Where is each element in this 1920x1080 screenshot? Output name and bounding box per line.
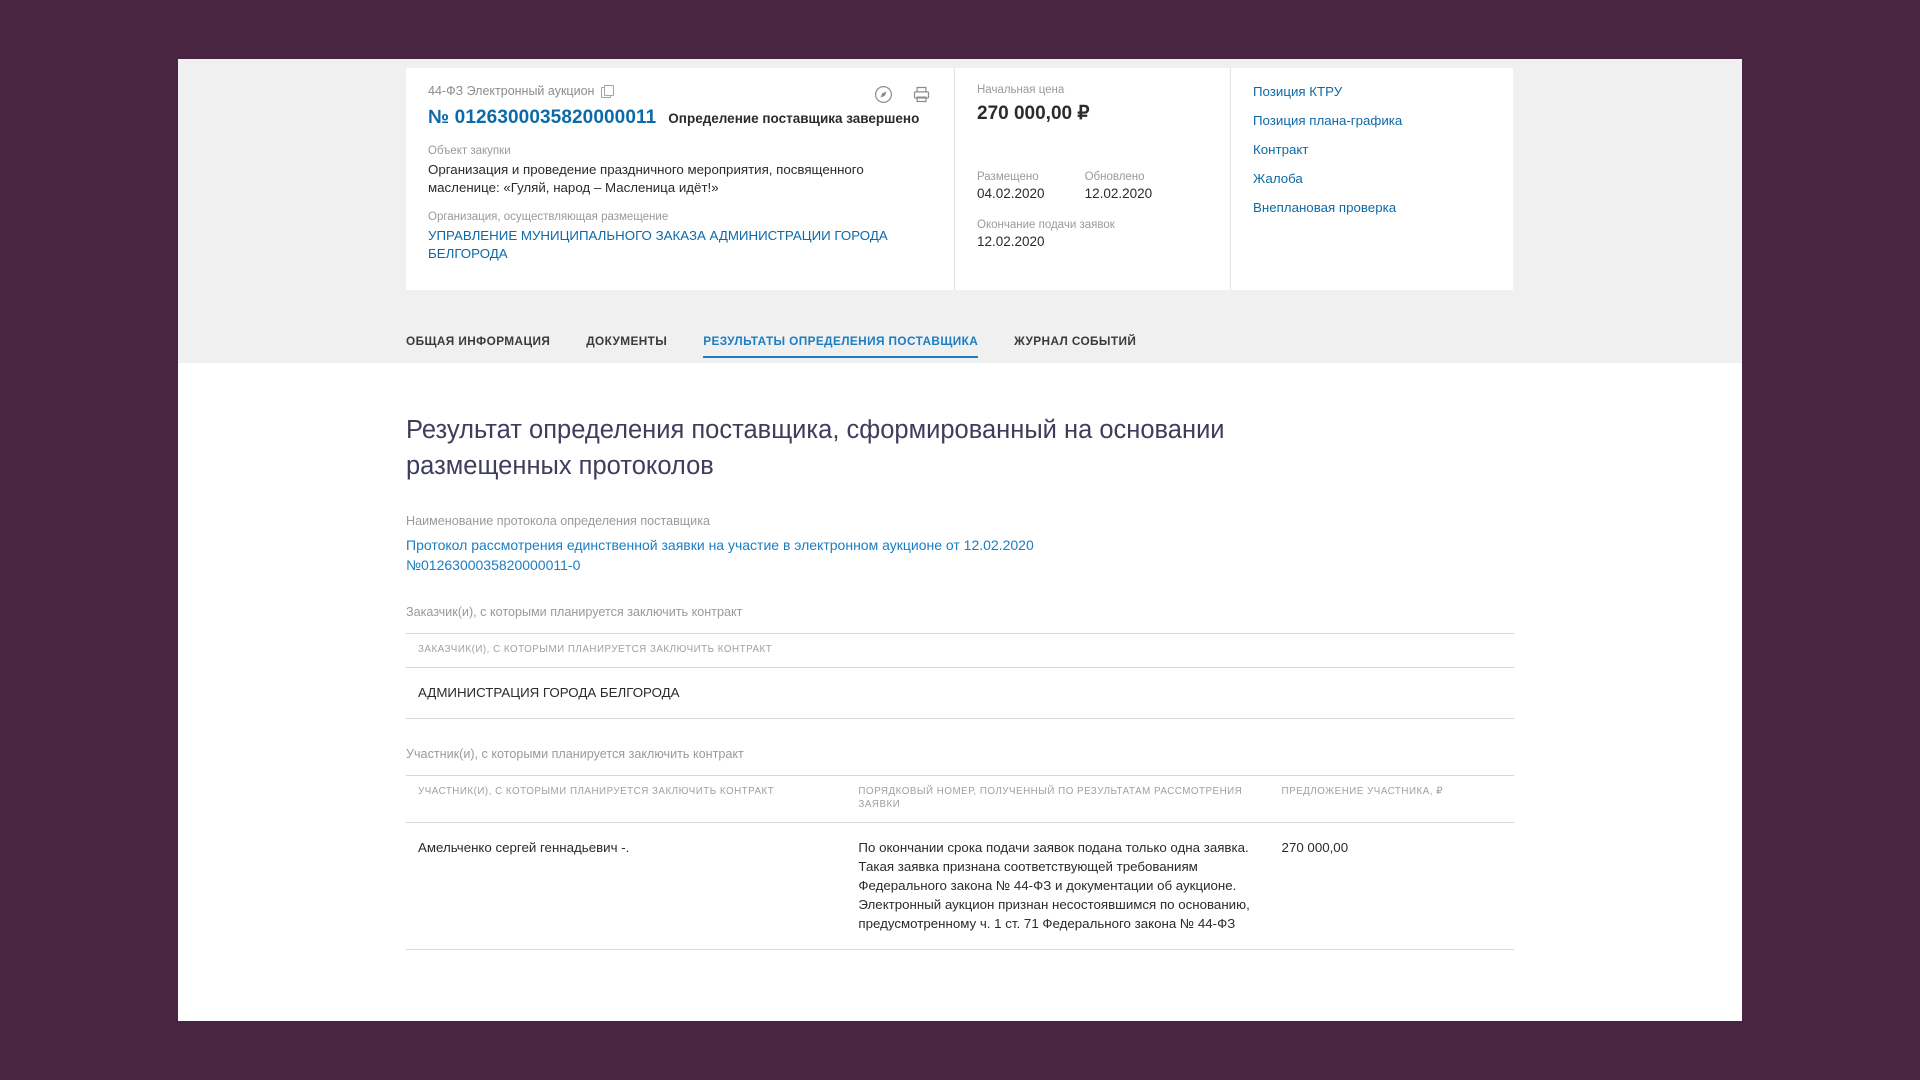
order-number-cell: По окончании срока подачи заявок подана только одна заявка. Такая заявка признана соответствующей требованиям Федерального закона № 44-ФЗ и документации об аукционе. Электронный аукцион признан несостоявшимся по основанию, предусмотренному ч. 1 ст. 71 Федерального закона № 44-ФЗ [846, 823, 1269, 950]
deadline-date [977, 219, 1208, 249]
object-value: Организация и проведение праздничного мероприятия, посвященного масленице: «Гуляй, народ – Масленица идёт!» [428, 162, 864, 195]
card-action-buttons [873, 84, 932, 105]
customer-name-cell: АДМИНИСТРАЦИЯ ГОРОДА БЕЛГОРОДА [406, 668, 1514, 719]
status-badge: Определение поставщика завершено [668, 111, 920, 126]
page-title: Результат определения поставщика, сформированный на основании размещенных протоколов [406, 416, 1225, 480]
table-header-row [406, 776, 1514, 823]
date-row [977, 171, 1208, 201]
customers-block-label: Заказчик(и), с которыми планируется заключить контракт [406, 605, 743, 619]
table-header-row [406, 634, 1514, 668]
procurement-header [178, 59, 1742, 363]
offer-col-header: ПРЕДЛОЖЕНИЕ УЧАСТНИКА, ₽ [1270, 776, 1514, 823]
link-ktru-position[interactable]: Позиция КТРУ [1253, 84, 1343, 99]
link-complaint[interactable]: Жалоба [1253, 171, 1303, 186]
protocol-name-label: Наименование протокола определения поставщика [406, 514, 710, 528]
price-label: Начальная цена [977, 84, 1065, 96]
customers-col-header: ЗАКАЗЧИК(И), С КОТОРЫМИ ПЛАНИРУЕТСЯ ЗАКЛЮЧИТЬ КОНТРАКТ [406, 634, 1514, 668]
registry-number-row [428, 107, 932, 129]
placed-date [977, 171, 1045, 201]
link-contract[interactable]: Контракт [1253, 142, 1309, 157]
object-label: Объект закупки [428, 145, 511, 157]
order-number-col-header: ПОРЯДКОВЫЙ НОМЕР, ПОЛУЧЕННЫЙ ПО РЕЗУЛЬТАТАМ РАССМОТРЕНИЯ ЗАЯВКИ [846, 776, 1269, 823]
tab-general-information[interactable]: ОБЩАЯ ИНФОРМАЦИЯ [406, 334, 551, 348]
link-plan-schedule-position[interactable]: Позиция плана-графика [1253, 113, 1403, 128]
participants-block-label: Участник(и), с которыми планируется заключить контракт [406, 747, 744, 761]
updated-date [1085, 171, 1153, 201]
link-unscheduled-check[interactable]: Внеплановая проверка [1253, 200, 1397, 215]
copy-icon[interactable] [601, 85, 614, 98]
deadline-label: Окончание подачи заявок [977, 219, 1115, 231]
print-icon[interactable] [911, 84, 932, 105]
table-row [406, 668, 1514, 719]
summary-main-column [406, 68, 955, 290]
updated-value: 12.02.2020 [1084, 186, 1153, 201]
registry-number[interactable]: № 0126300035820000011 [428, 107, 657, 128]
law-type-label: 44-ФЗ Электронный аукцион [428, 84, 595, 98]
deadline-value: 12.02.2020 [977, 234, 1045, 249]
protocol-link[interactable]: Протокол рассмотрения единственной заявки на участие в электронном аукционе от 12.02.2020 №0126300035820000011-0 [406, 537, 1034, 573]
customers-table [406, 633, 1514, 719]
tab-supplier-determination-results[interactable]: РЕЗУЛЬТАТЫ ОПРЕДЕЛЕНИЯ ПОСТАВЩИКА [703, 334, 1000, 360]
placed-value: 04.02.2020 [977, 186, 1045, 201]
tab-event-log[interactable]: ЖУРНАЛ СОБЫТИЙ [1014, 334, 1137, 348]
tab-bar [178, 319, 1742, 363]
summary-price-column [955, 68, 1231, 290]
table-row [406, 823, 1514, 950]
participant-col-header: УЧАСТНИК(И), С КОТОРЫМИ ПЛАНИРУЕТСЯ ЗАКЛЮЧИТЬ КОНТРАКТ [406, 776, 846, 823]
organization-label: Организация, осуществляющая размещение [428, 211, 669, 223]
price-value: 270 000,00 ₽ [977, 103, 1090, 124]
updated-label: Обновлено [1084, 171, 1145, 183]
placed-label: Размещено [977, 171, 1039, 183]
procurement-summary-card [406, 68, 1513, 290]
participants-table [406, 775, 1514, 950]
organization-value[interactable]: УПРАВЛЕНИЕ МУНИЦИПАЛЬНОГО ЗАКАЗА АДМИНИСТРАЦИИ ГОРОДА БЕЛГОРОДА [428, 228, 888, 261]
participant-name-cell: Амельченко сергей геннадьевич -. [406, 823, 846, 950]
tab-documents[interactable]: ДОКУМЕНТЫ [586, 334, 668, 348]
summary-links-column [1231, 68, 1513, 290]
law-type-row [428, 84, 932, 98]
main-content [178, 412, 1742, 950]
compass-icon[interactable] [873, 84, 894, 105]
offer-amount-cell: 270 000,00 [1270, 823, 1514, 950]
page-container [178, 59, 1742, 1021]
